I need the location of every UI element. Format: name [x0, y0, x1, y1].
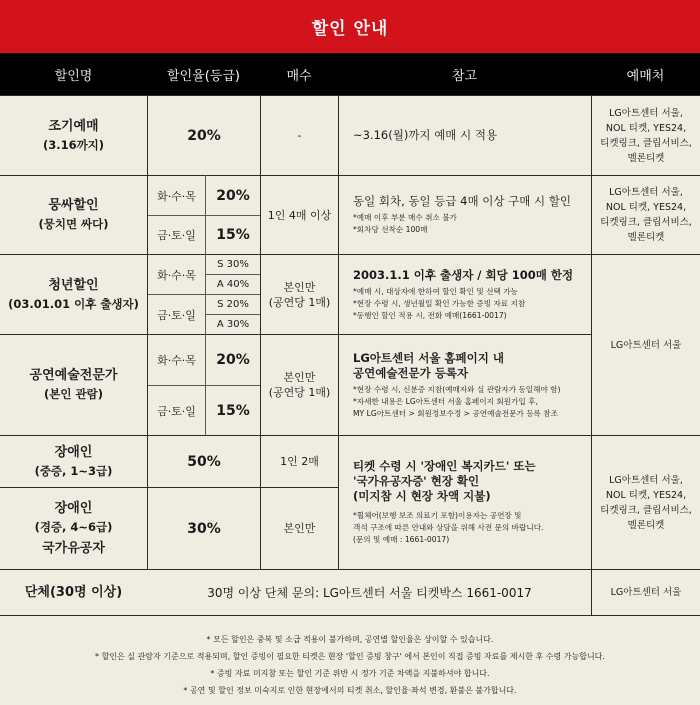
bundle-note-sub	[353, 212, 457, 236]
group-discount-name: 단체(30명 이상)	[24, 584, 123, 600]
footnote-2: * 할인은 실 관람자 기준으로 적용되며, 할인 증빙이 필요한 티켓은 현장 '할인 증빙 창구' 에서 본인이 직접 증빙 자료를 제시한 후 수령 가능합니다.	[95, 652, 605, 661]
note-line: '국가유공자증' 현장 확인	[353, 474, 480, 488]
header-vendor: 예매처	[591, 53, 700, 95]
disabled-note-sub	[353, 510, 543, 546]
expert-note-main	[353, 351, 504, 381]
disabled-severe-sub: (중증, 1~3급)	[34, 463, 113, 478]
bundle-weekend: 금·토·일	[157, 229, 196, 242]
expert-weekend-rate: 15%	[216, 402, 250, 419]
disabled-mild-title: 장애인	[54, 500, 93, 516]
vendor-line: 멜론티켓	[627, 152, 665, 164]
bundle-discount-name	[0, 176, 147, 254]
vendor-group: LG아트센터 서울	[610, 587, 682, 598]
footnote-1: * 모든 할인은 중복 및 소급 적용이 불가하며, 공연별 할인율은 상이할 수 있습니다.	[206, 635, 494, 644]
vendor-line: NOL 티켓, YES24,	[605, 489, 687, 501]
vendor-line: 티켓링크, 클립서비스,	[600, 137, 692, 149]
note-line: *현장 수령 시, 신분증 지참(예매자와 실 관람자가 동일해야 함)	[353, 384, 561, 394]
count-line: (공연당 1매)	[268, 386, 331, 399]
expert-count	[261, 335, 338, 435]
youth-weekday-s: S 30%	[217, 259, 249, 270]
disabled-mild-name	[0, 488, 147, 569]
early-booking-count: -	[297, 129, 302, 142]
note-line: *동행인 할인 적용 시, 전화 예매(1661-0017)	[353, 310, 507, 320]
note-line: LG아트센터 서울 홈페이지 내	[353, 350, 504, 365]
vendor-line: LG아트센터 서울,	[609, 474, 683, 486]
veteran-title: 국가유공자	[42, 540, 105, 556]
note-line: *자세한 내용은 LG아트센터 서울 홈페이지 회원가입 후,	[353, 396, 538, 406]
note-line: 티켓 수령 시 '장애인 복지카드' 또는	[353, 459, 536, 473]
early-booking-period: (3.16까지)	[42, 137, 105, 152]
footnote-4: * 공연 및 할인 정보 미숙지로 인한 현장에서의 티켓 취소, 할인율·좌석 변경, 환불은 불가합니다.	[183, 686, 517, 695]
early-booking-title: 조기예매	[48, 118, 99, 134]
bundle-count: 1인 4매 이상	[267, 208, 332, 222]
youth-weekend-a: A 30%	[216, 319, 250, 330]
vendor-line: LG아트센터 서울,	[609, 187, 683, 198]
expert-discount-title: 공연예술전문가	[29, 368, 118, 383]
expert-note	[339, 335, 591, 435]
expert-weekday: 화·수·목	[157, 354, 196, 367]
header-discount-name: 할인명	[0, 53, 147, 95]
note-line: (미지참 시 현장 차액 지불)	[353, 489, 491, 503]
disabled-severe-name	[0, 436, 147, 487]
youth-weekday-a: A 40%	[216, 279, 250, 290]
bundle-discount-title: 뭉싸할인	[48, 198, 99, 213]
vendor-lg-only: LG아트센터 서울	[610, 339, 682, 351]
bundle-weekday-rate: 20%	[216, 187, 250, 204]
note-line: 객석 구조에 따른 안내와 상담을 위해 사전 문의 바랍니다.	[353, 523, 544, 532]
note-line: *현장 수령 시, 생년월일 확인 가능한 증빙 자료 지참	[353, 298, 526, 308]
vendor-line: NOL 티켓, YES24,	[605, 202, 687, 213]
expert-weekend: 금·토·일	[157, 404, 196, 418]
early-booking-note-text: ~3.16(월)까지 예매 시 적용	[353, 128, 498, 142]
expert-discount-name	[0, 335, 147, 435]
note-line: 공연예술전문가 등록자	[353, 365, 469, 380]
bundle-note-main: 동일 회차, 동일 등급 4매 이상 구매 시 할인	[353, 194, 571, 208]
youth-weekend-s: S 20%	[217, 299, 249, 310]
group-discount-note: 30명 이상 단체 문의: LG아트센터 서울 티켓박스 1661-0017	[207, 586, 532, 600]
vendor-line: 티켓링크, 클립서비스,	[600, 217, 692, 228]
count-line: 본인만	[283, 280, 316, 294]
count-line: (공연당 1매)	[268, 295, 331, 309]
youth-note-main: 2003.1.1 이후 출생자 / 회당 100매 한정	[353, 267, 574, 282]
bundle-weekend-rate: 15%	[216, 227, 250, 243]
vendor-line: 멜론티켓	[627, 232, 665, 243]
expert-weekday-rate: 20%	[216, 352, 250, 368]
disabled-mild-rate: 30%	[187, 520, 221, 537]
disabled-severe-rate: 50%	[187, 453, 221, 470]
youth-discount-title: 청년할인	[48, 277, 99, 293]
expert-discount-sub: (본인 관람)	[44, 387, 103, 401]
vendor-line: LG아트센터 서울,	[609, 107, 683, 119]
expert-note-sub	[353, 384, 561, 420]
youth-discount-name	[0, 255, 147, 334]
bundle-discount-sub: (뭉치면 싸다)	[38, 217, 109, 231]
youth-weekday: 화·수·목	[157, 268, 196, 282]
count-line: 본인만	[283, 371, 316, 384]
disabled-note-main	[353, 459, 536, 504]
page-title: 할인 안내	[0, 0, 700, 53]
youth-count	[261, 255, 338, 334]
youth-note	[339, 255, 591, 334]
vendor-line: NOL 티켓, YES24,	[605, 122, 687, 134]
header-notes: 참고	[338, 53, 591, 95]
note-line: *회차당 선착순 100매	[353, 225, 428, 234]
disabled-mild-count: 본인만	[283, 522, 316, 535]
vendor-list-disabled	[592, 436, 700, 569]
header-count: 매수	[260, 53, 338, 95]
early-booking-name	[0, 96, 147, 175]
note-line: *예매 이후 부분 매수 취소 불가	[353, 213, 457, 222]
header-discount-rate: 할인율(등급)	[147, 53, 260, 95]
early-booking-rate: 20%	[187, 127, 221, 144]
note-line: *휠체어(보행 보조 의료기 포함)이용자는 공연장 및	[353, 511, 522, 520]
note-line: MY LG아트센터 > 회원정보수정 > 공연예술전문가 등록 참조	[353, 408, 558, 418]
footnote-3: * 증빙 자료 미지참 또는 할인 기준 위반 시 정가 기준 차액을 지불하셔야 합니다.	[210, 669, 490, 678]
vendor-line: 티켓링크, 클립서비스,	[600, 504, 692, 516]
vendor-list-bundle	[592, 176, 700, 254]
disabled-note	[339, 436, 591, 569]
note-line: *예매 시, 대상자에 한하여 할인 확인 및 선택 가능	[353, 286, 518, 296]
disabled-mild-sub: (경증, 4~6급)	[34, 519, 113, 534]
early-booking-note	[339, 96, 591, 175]
youth-discount-sub: (03.01.01 이후 출생자)	[8, 296, 139, 311]
disabled-severe-count: 1인 2매	[280, 455, 319, 468]
youth-note-sub	[353, 286, 525, 322]
bundle-note	[339, 176, 591, 254]
vendor-list-early	[592, 96, 700, 175]
note-line: (문의 및 예매 : 1661-0017)	[353, 535, 450, 544]
youth-weekend: 금·토·일	[157, 308, 196, 322]
disabled-severe-title: 장애인	[54, 444, 93, 460]
bundle-weekday: 화·수·목	[157, 189, 196, 203]
vendor-line: 멜론티켓	[627, 519, 665, 531]
